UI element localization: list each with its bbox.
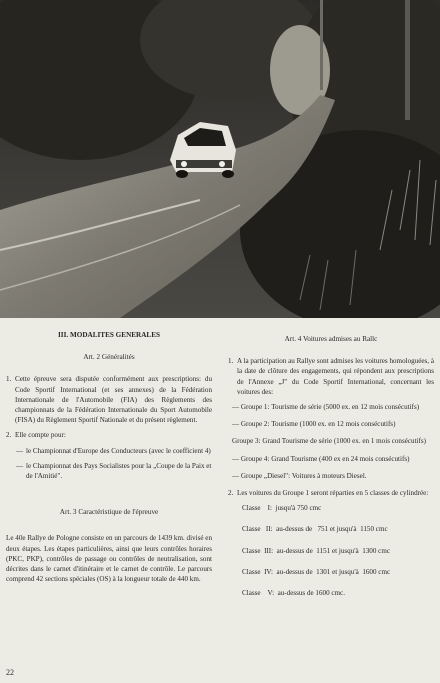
item-text: Cette épreuve sera disputée conformément aux prescriptions: du Code Sportif International (et ses annexes) de la Fédération Internationale de l'Automobile (FIA) des Règlements des championnats de la Fédération Internationale du Sport Automobile (FISA) du Règlement Sportif Nationale et du présent règlement. bbox=[15, 375, 212, 425]
numbered-item bbox=[228, 488, 434, 498]
group-entry bbox=[232, 402, 434, 412]
item-text: Les voitures du Groupe 1 seront réparties en 5 classes de cylindrée: bbox=[237, 489, 429, 498]
item-number: 2. bbox=[6, 431, 12, 440]
group-label: — Groupe „Diesel": bbox=[232, 471, 292, 480]
class-entry: Classe IV: au-dessus de 1301 et jusqu'à 1600 cmc bbox=[242, 567, 391, 576]
group-text: Tourisme (1000 ex. en 12 mois consécutifs) bbox=[271, 420, 396, 429]
group-text: Tourisme de série (5000 ex. en 12 mois consécutifs) bbox=[271, 403, 420, 412]
item-text: Elle compte pour: bbox=[15, 431, 66, 440]
group-text: Grand Tourisme (400 ex en 24 mois consécutifs) bbox=[271, 454, 410, 463]
right-column bbox=[228, 330, 434, 609]
art4-title: Art. 4 Voitures admises au Rallc bbox=[284, 335, 378, 343]
group-label: — Groupe 2: bbox=[232, 420, 272, 429]
class-entry: Classe I: jusqu'à 750 cmc bbox=[242, 504, 322, 513]
group-entry bbox=[232, 454, 434, 464]
rally-photo bbox=[0, 0, 440, 318]
left-column bbox=[6, 330, 212, 590]
class-entry: Classe II: au-dessus de 751 et jusqu'à 1150 cmc bbox=[242, 525, 388, 534]
numbered-item bbox=[6, 374, 212, 425]
item-number: 1. bbox=[228, 357, 234, 366]
section-title: III. MODALITES GENERALES bbox=[57, 331, 161, 339]
item-number: 2. bbox=[228, 489, 234, 498]
sub-item: — le Championnat des Pays Socialistes pour la „Coupe de la Paix et de l'Amitié". bbox=[16, 461, 212, 481]
art3-text: Le 40e Rallye de Pologne consiste en un parcours de 1439 km. divisé en deux étapes. Les étapes particulières, ainsi que leurs contrôles horaires (PKC, PKP), contrôles de passage ou contrôles de neutralisation, sont décrites dans le carnet d'itinéraire et le carnet de contrôle. Le parcours comprend 42 sections spéciales (OS) à la longueur totale de 440 km. bbox=[6, 534, 212, 584]
item-text: A la participation au Rallye sont admises les voitures homologuées, à la date de clôture des engagements, qui répondent aux prescriptions de l'Annexe „J" du Code Sportif International, concernant les voitures des: bbox=[237, 357, 434, 396]
sub-item-text: le Championnat des Pays Socialistes pour la „Coupe de la Paix et de l'Amitié". bbox=[26, 461, 212, 481]
group-entry bbox=[232, 436, 434, 446]
group-label: Groupe 3: bbox=[232, 437, 263, 446]
page-number: 22 bbox=[6, 668, 14, 677]
class-entry: Classe III: au-dessus de 1151 et jusqu'à 1300 cmc bbox=[242, 546, 390, 555]
class-entry: Classe V: au-dessus de 1600 cmc. bbox=[242, 589, 345, 598]
numbered-item bbox=[6, 430, 212, 440]
numbered-item bbox=[228, 356, 434, 397]
sub-item-text: le Championnat d'Europe des Conducteurs (avec le coefficient 4) bbox=[26, 446, 211, 455]
art2-title: Art. 2 Généralités bbox=[83, 353, 135, 362]
sub-item: — le Championnat d'Europe des Conducteurs (avec le coefficient 4) bbox=[16, 446, 211, 455]
group-entry bbox=[232, 419, 434, 429]
group-label: — Groupe 1: bbox=[232, 403, 272, 412]
group-text: Voitures à moteurs Diesel. bbox=[291, 471, 367, 480]
group-entry bbox=[232, 471, 434, 481]
group-label: — Groupe 4: bbox=[232, 454, 272, 463]
group-text: Grand Tourisme de série (1000 ex. en 1 mois consécutifs) bbox=[262, 437, 427, 446]
rally-car-image bbox=[0, 0, 440, 318]
item-number: 1. bbox=[6, 375, 12, 384]
art3-title: Art. 3 Caractéristique de l'épreuve bbox=[59, 508, 159, 517]
